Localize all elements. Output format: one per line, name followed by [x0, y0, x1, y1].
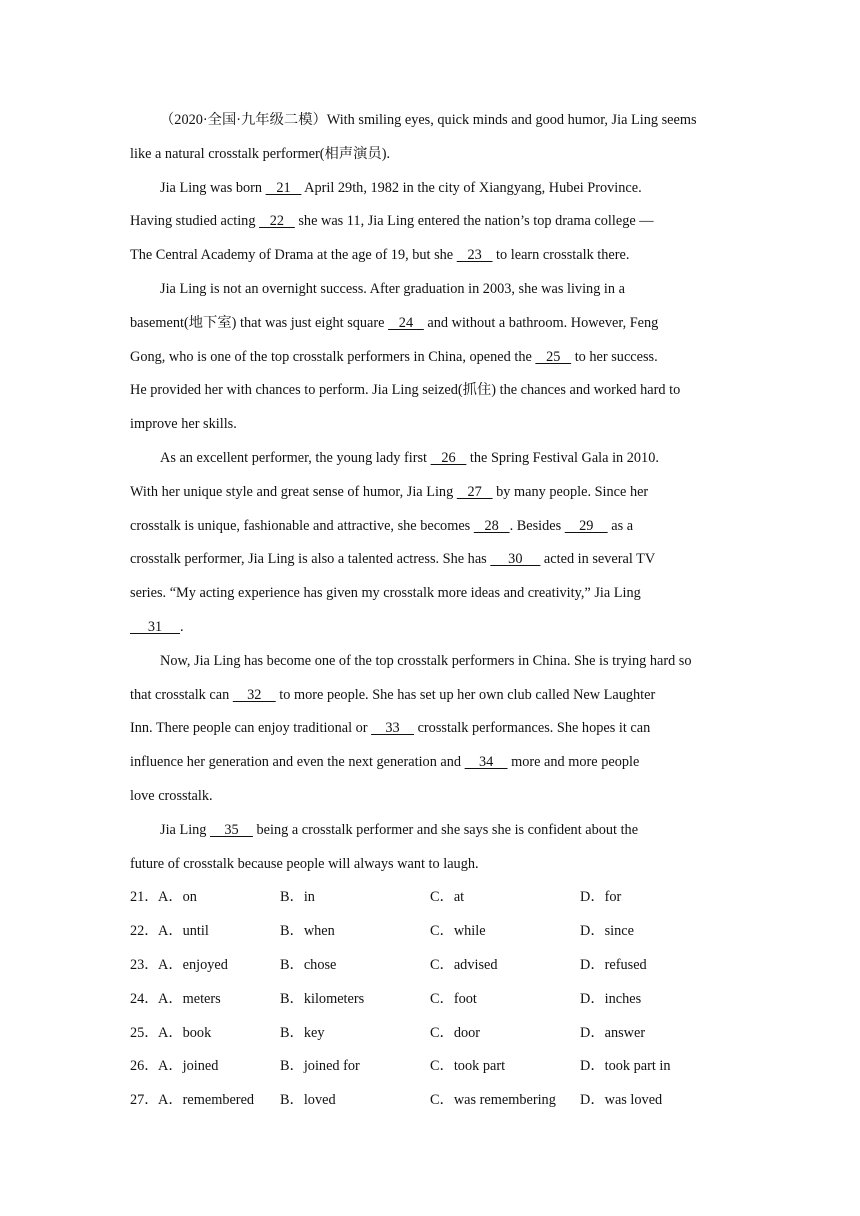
option-a[interactable]: A．remembered: [158, 1092, 255, 1109]
passage-text: she was 11, Jia Ling entered the nation’s top drama college —: [294, 213, 654, 230]
question-row: [130, 1050, 730, 1084]
passage-text: improve her skills.: [130, 416, 237, 433]
passage-text: He provided her with chances to perform. Jia Ling seized(抓住) the chances and worked hard to: [130, 382, 681, 399]
passage-text: more and more people: [507, 754, 640, 771]
option-a[interactable]: A．meters: [158, 990, 221, 1007]
option-b[interactable]: B．chose: [280, 956, 337, 973]
passage-line: [130, 780, 730, 814]
passage-line: [130, 239, 730, 273]
passage-line: [130, 645, 730, 679]
passage-line: [130, 577, 730, 611]
passage-line: [130, 374, 730, 408]
passage-text: crosstalk performer, Jia Ling is also a talented actress. She has: [130, 551, 491, 568]
passage-text: Jia Ling is not an overnight success. After graduation in 2003, she was living in a: [160, 280, 625, 297]
option-a[interactable]: A．joined: [158, 1058, 219, 1075]
passage-text: As an excellent performer, the young lady first: [160, 449, 431, 466]
passage-text: April 29th, 1982 in the city of Xiangyang, Hubei Province.: [301, 179, 642, 196]
answer-blank[interactable]: 30: [490, 551, 541, 568]
passage-text: crosstalk performances. She hopes it can: [414, 720, 651, 737]
answer-blank[interactable]: 24: [388, 314, 424, 331]
option-d[interactable]: D．for: [580, 889, 622, 906]
answer-blank[interactable]: 27: [456, 483, 493, 500]
option-b[interactable]: B．key: [280, 1024, 325, 1041]
answer-blank[interactable]: 29: [564, 517, 608, 534]
question-number: 27．: [130, 1092, 159, 1109]
option-a[interactable]: A．book: [158, 1024, 212, 1041]
passage-line: [130, 341, 730, 375]
answer-blank[interactable]: 35: [210, 821, 253, 838]
answer-blank[interactable]: 26: [430, 449, 467, 466]
answer-blank[interactable]: 23: [456, 247, 493, 264]
passage-text: and without a bathroom. However, Feng: [423, 314, 659, 331]
passage-line: [130, 476, 730, 510]
passage-text: by many people. Since her: [492, 483, 649, 500]
passage-text: Having studied acting: [130, 213, 260, 230]
question-number: 23．: [130, 956, 159, 973]
passage-text: basement(地下室) that was just eight square: [130, 314, 389, 331]
option-b[interactable]: B．in: [280, 889, 315, 906]
passage-text: With her unique style and great sense of humor, Jia Ling: [130, 483, 457, 500]
passage-line: [130, 510, 730, 544]
question-row: [130, 915, 730, 949]
option-b[interactable]: B．joined for: [280, 1058, 360, 1075]
answer-blank[interactable]: 28: [473, 517, 510, 534]
option-c[interactable]: C．advised: [430, 956, 498, 973]
passage-text: The Central Academy of Drama at the age of 19, but she: [130, 247, 457, 264]
passage-text: that crosstalk can: [130, 686, 233, 703]
option-d[interactable]: D．was loved: [580, 1092, 663, 1109]
passage-line: [130, 205, 730, 239]
answer-blank[interactable]: 21: [265, 179, 302, 196]
option-a[interactable]: A．until: [158, 923, 209, 940]
answer-blank[interactable]: 32: [232, 686, 276, 703]
option-c[interactable]: C．door: [430, 1024, 481, 1041]
question-row: [130, 1017, 730, 1051]
passage-text: series. “My acting experience has given my crosstalk more ideas and creativity,” Jia Ling: [130, 585, 641, 602]
passage-text: （2020·全国·九年级二模）With smiling eyes, quick minds and good humor, Jia Ling seems: [160, 112, 697, 128]
question-number: 25．: [130, 1024, 159, 1041]
passage-text: future of crosstalk because people will always want to laugh.: [130, 855, 479, 872]
passage-line: [130, 442, 730, 476]
option-c[interactable]: C．took part: [430, 1058, 506, 1075]
question-row: [130, 1084, 730, 1118]
question-number: 21．: [130, 889, 159, 906]
question-list: [130, 881, 730, 1118]
passage-line: [130, 746, 730, 780]
passage-text: Gong, who is one of the top crosstalk performers in China, opened the: [130, 348, 536, 365]
passage-line: [130, 273, 730, 307]
option-c[interactable]: C．foot: [430, 990, 477, 1007]
passage-line: [130, 848, 730, 882]
passage-text: to her success.: [571, 348, 658, 365]
question-number: 22．: [130, 923, 159, 940]
option-a[interactable]: A．enjoyed: [158, 956, 228, 973]
option-d[interactable]: D．inches: [580, 990, 642, 1007]
passage-text: influence her generation and even the next generation and: [130, 754, 465, 771]
passage-text: Jia Ling was born: [160, 179, 266, 196]
answer-blank[interactable]: 22: [259, 213, 295, 230]
option-d[interactable]: D．answer: [580, 1024, 646, 1041]
passage-text: Now, Jia Ling has become one of the top crosstalk performers in China. She is trying hard so: [160, 652, 692, 669]
question-row: [130, 949, 730, 983]
passage-text: the Spring Festival Gala in 2010.: [466, 449, 659, 466]
passage-line: [130, 611, 730, 645]
option-d[interactable]: D．since: [580, 923, 634, 940]
option-b[interactable]: B．loved: [280, 1092, 336, 1109]
option-d[interactable]: D．took part in: [580, 1058, 671, 1075]
passage-text: to learn crosstalk there.: [492, 247, 630, 264]
passage-line: [130, 679, 730, 713]
passage-line: [130, 814, 730, 848]
passage-text: like a natural crosstalk performer(相声演员).: [130, 145, 391, 162]
question-number: 26．: [130, 1058, 159, 1075]
answer-blank[interactable]: 25: [535, 348, 572, 365]
passage-line: [130, 408, 730, 442]
passage-text: . Besides: [509, 517, 565, 534]
cloze-passage: [130, 104, 730, 881]
option-a[interactable]: A．on: [158, 889, 197, 906]
answer-blank[interactable]: 31: [130, 618, 181, 635]
document-page: [130, 104, 730, 1118]
passage-text: Jia Ling: [160, 821, 211, 838]
passage-text: Inn. There people can enjoy traditional or: [130, 720, 372, 737]
passage-text: .: [180, 618, 184, 635]
passage-text: acted in several TV: [540, 551, 656, 568]
option-d[interactable]: D．refused: [580, 956, 647, 973]
passage-text: love crosstalk.: [130, 787, 213, 804]
passage-line: [130, 712, 730, 746]
option-c[interactable]: C．while: [430, 923, 486, 940]
passage-text: being a crosstalk performer and she says she is confident about the: [252, 821, 639, 838]
answer-blank[interactable]: 34: [464, 754, 508, 771]
option-b[interactable]: B．when: [280, 923, 335, 940]
option-b[interactable]: B．kilometers: [280, 990, 365, 1007]
answer-blank[interactable]: 33: [371, 720, 414, 737]
passage-line: [130, 104, 730, 138]
option-c[interactable]: C．was remembering: [430, 1092, 556, 1109]
passage-text: as a: [607, 517, 634, 534]
passage-line: [130, 543, 730, 577]
question-row: [130, 881, 730, 915]
passage-line: [130, 307, 730, 341]
option-c[interactable]: C．at: [430, 889, 465, 906]
passage-line: [130, 138, 730, 172]
question-number: 24．: [130, 990, 159, 1007]
passage-text: to more people. She has set up her own club called New Laughter: [275, 686, 656, 703]
passage-text: crosstalk is unique, fashionable and attractive, she becomes: [130, 517, 474, 534]
passage-line: [130, 172, 730, 206]
question-row: [130, 983, 730, 1017]
